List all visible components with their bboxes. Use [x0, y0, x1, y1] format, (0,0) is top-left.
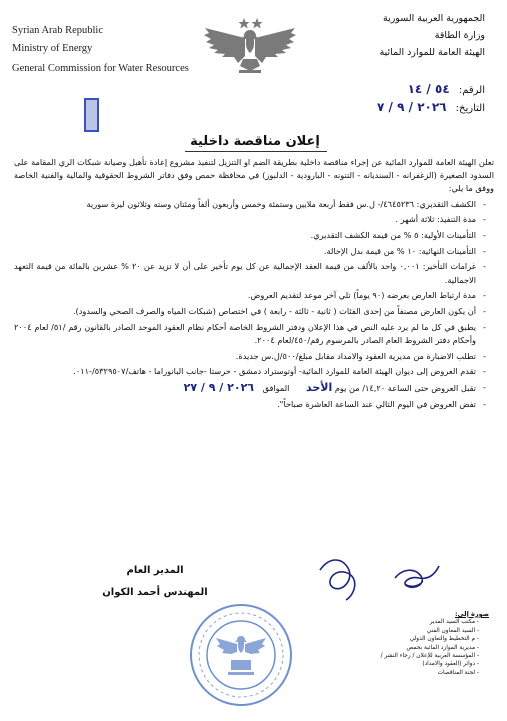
handwritten-signature-icon — [300, 548, 450, 603]
cc-list — [329, 610, 489, 677]
signature-block — [90, 560, 220, 604]
org-name-arabic — [295, 12, 485, 60]
eagle-emblem-icon — [203, 14, 298, 76]
cc-recipient: - لجنة المناقصات — [329, 669, 479, 677]
reference-value: ٥٤ / ١٤ — [407, 82, 450, 96]
reference-label: الرقم: — [458, 85, 485, 96]
term-deadline — [14, 381, 486, 395]
intro-paragraph: تعلن الهيئة العامة للموارد المائية عن إجراء مناقصة داخلية بطريقة الضم او التنزيل لتنفيذ مشروع إعادة تأهيل وصيانة شبكات الري المقامة على السدود الصغيرة (الزغفرانه - السنديانه - التنونه - البارودية - الدلبوز) في محافظة حمص وفق دفاتر الشروط الحقوقية والمالية والفنية الخاصة ووفق ما يلي: — [14, 157, 494, 194]
deadline-date: ٢٠٢٦ / ٩ / ٢٧ — [183, 381, 254, 395]
cc-recipient: - مكتب السيد المدير — [329, 618, 479, 626]
date-value: ٢٠٢٦ / ٩ / ٧ — [377, 100, 447, 114]
cc-recipient: - م التخطيط والتعاون الدولي — [329, 635, 479, 643]
announcement-body — [14, 156, 494, 413]
org-name-english — [12, 24, 212, 76]
cc-recipient: - المؤسسة العربية للإعلان / رجاء النشر / — [329, 652, 479, 660]
cc-title: صورة إلى: — [454, 610, 489, 618]
deadline-label: الموافق — [262, 383, 290, 394]
title-underline — [185, 151, 327, 152]
term-dossier: - تطلب الاضبارة من مديرية العقود والامداد مقابل مبلغ/٥٠٠/ل.س جديدة. — [14, 350, 486, 363]
terms-list — [14, 198, 494, 411]
document-date — [285, 100, 485, 114]
signer-name: المهندس أحمد الكوان — [102, 587, 208, 598]
cc-recipient: - دوائر (العقود والامداد) — [329, 660, 479, 668]
date-label: التاريخ: — [455, 103, 485, 114]
org-line-country-ar: الجمهورية العربية السورية — [382, 13, 485, 24]
reference-number — [285, 82, 485, 96]
term-submission-place: - تقدم العروض إلى ديوان الهيئة العامة للموارد المائية- أوتوستراد دمشق - حرستا -جانب البانوراما - هاتف/٥٣٢٩٥٠٧/-٠١١. — [14, 365, 486, 378]
org-line-ministry-ar: وزارة الطاقة — [434, 30, 485, 41]
term-classification: - أن يكون العارض مصنفاً من إحدى الفئات ( ثانية - ثالثة - رابعة ) في اختصاص (شبكات المياه والصرف الصحي والسدود). — [14, 305, 486, 318]
org-line-country: Syrian Arab Republic — [12, 25, 103, 36]
org-line-commission: General Commission for Water Resources — [12, 63, 189, 74]
term-estimate: - الكشف التقديري: ٤٦٤٥٢٣٦/- ل.س فقط أربعة ملايين وستمئة وخمس وأربعون ألفاً ومئتان وسته وثلاثون ليرة سورية — [14, 198, 486, 211]
term-offer-validity: - مدة ارتباط العارض بعرضه (٩٠ يوماً) تلي آخر موعد لتقديم العروض. — [14, 289, 486, 302]
term-initial-deposit: - التأمينات الأولية: ٥ % من قيمة الكشف التقديري. — [14, 229, 486, 242]
term-applicable-law: - يطبق في كل ما لم يرد عليه النص في هذا الإعلان ودفتر الشروط الخاصة أحكام نظام العقود الموحد الصادر بالقانون رقم /٥١/ لعام ٢٠٠٤ وأحكام دفتر الشروط العام الصادر بالمرسوم رقم/٤٥٠/لعام ٢٠٠٤. — [14, 321, 486, 347]
org-line-ministry: Ministry of Energy — [12, 43, 93, 54]
cc-recipient: - السيد المعاون الفني — [329, 627, 479, 635]
deadline-text: تقبل العروض حتى الساعة ١٤,٢٠/ من يوم — [334, 383, 476, 394]
page-title: إعلان مناقصة داخلية — [190, 134, 320, 149]
term-final-deposit: - التأمينات النهائية: ١٠ % من قيمة بدل الإحالة. — [14, 245, 486, 258]
barcode-sticker — [84, 98, 99, 132]
term-opening: - تفض العروض في اليوم التالي عند الساعة العاشرة صباحاً". — [14, 398, 486, 411]
deadline-day: الأحد — [305, 381, 333, 395]
term-delay-penalty: - غرامات التأخير: ٠,٠٠١ واحد بالألف من قيمة العقد الإجمالية عن كل يوم تأخير على أن لا تزيد عن ٢٠ % عشرين بالمائة من قيمة التعهد الاجمالية. — [14, 260, 486, 286]
cc-recipients — [329, 618, 489, 677]
signer-role: المدير العام — [126, 565, 184, 576]
cc-recipient: - مديرية الموارد المائية بحمص — [329, 644, 479, 652]
term-duration: - مدة التنفيذ: ثلاثة أشهر . — [14, 213, 486, 226]
official-seal-icon — [186, 600, 296, 710]
org-line-commission-ar: الهيئة العامة للموارد المائية — [379, 47, 485, 58]
